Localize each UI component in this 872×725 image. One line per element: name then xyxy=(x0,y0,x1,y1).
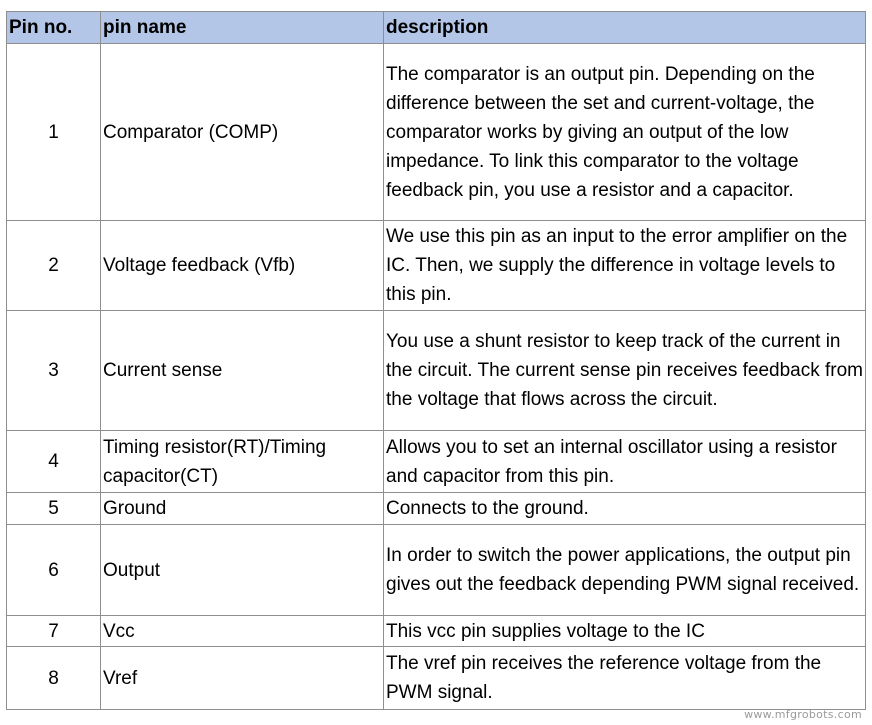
pin-description-cell: This vcc pin supplies voltage to the IC xyxy=(384,616,866,647)
header-pin-no: Pin no. xyxy=(7,12,101,44)
pin-number-cell: 2 xyxy=(7,221,101,311)
table-row xyxy=(7,44,866,221)
table-row xyxy=(7,221,866,311)
pin-number-cell: 3 xyxy=(7,311,101,431)
pin-name-cell: Current sense xyxy=(101,311,384,431)
pin-name-cell: Vref xyxy=(101,647,384,710)
pin-number-cell: 5 xyxy=(7,493,101,525)
pin-description-cell: We use this pin as an input to the error amplifier on the IC. Then, we supply the difference in voltage levels to this pin. xyxy=(384,221,866,311)
table-row xyxy=(7,431,866,493)
header-description: description xyxy=(384,12,866,44)
pin-description-cell: In order to switch the power applications, the output pin gives out the feedback depending PWM signal received. xyxy=(384,525,866,616)
pin-description-cell: The vref pin receives the reference voltage from the PWM signal. xyxy=(384,647,866,710)
pin-table xyxy=(6,11,866,710)
pin-name-cell: Timing resistor(RT)/Timing capacitor(CT) xyxy=(101,431,384,493)
pin-number-cell: 7 xyxy=(7,616,101,647)
pin-description-cell: Allows you to set an internal oscillator using a resistor and capacitor from this pin. xyxy=(384,431,866,493)
pin-name-cell: Voltage feedback (Vfb) xyxy=(101,221,384,311)
table-row xyxy=(7,493,866,525)
pin-name-cell: Comparator (COMP) xyxy=(101,44,384,221)
pin-name-cell: Vcc xyxy=(101,616,384,647)
pin-number-cell: 1 xyxy=(7,44,101,221)
table-row xyxy=(7,616,866,647)
pin-number-cell: 8 xyxy=(7,647,101,710)
pin-description-cell: You use a shunt resistor to keep track of the current in the circuit. The current sense pin receives feedback from the voltage that flows across the circuit. xyxy=(384,311,866,431)
pin-name-cell: Ground xyxy=(101,493,384,525)
pin-description-cell: The comparator is an output pin. Depending on the difference between the set and current-voltage, the comparator works by giving an output of the low impedance. To link this comparator to the voltage feedback pin, you use a resistor and a capacitor. xyxy=(384,44,866,221)
table-header-row xyxy=(7,12,866,44)
site-watermark: www.mfgrobots.com xyxy=(744,708,862,721)
pin-description-cell: Connects to the ground. xyxy=(384,493,866,525)
table-row xyxy=(7,525,866,616)
table-row xyxy=(7,311,866,431)
pin-number-cell: 6 xyxy=(7,525,101,616)
header-pin-name: pin name xyxy=(101,12,384,44)
pin-name-cell: Output xyxy=(101,525,384,616)
pin-number-cell: 4 xyxy=(7,431,101,493)
table-row xyxy=(7,647,866,710)
